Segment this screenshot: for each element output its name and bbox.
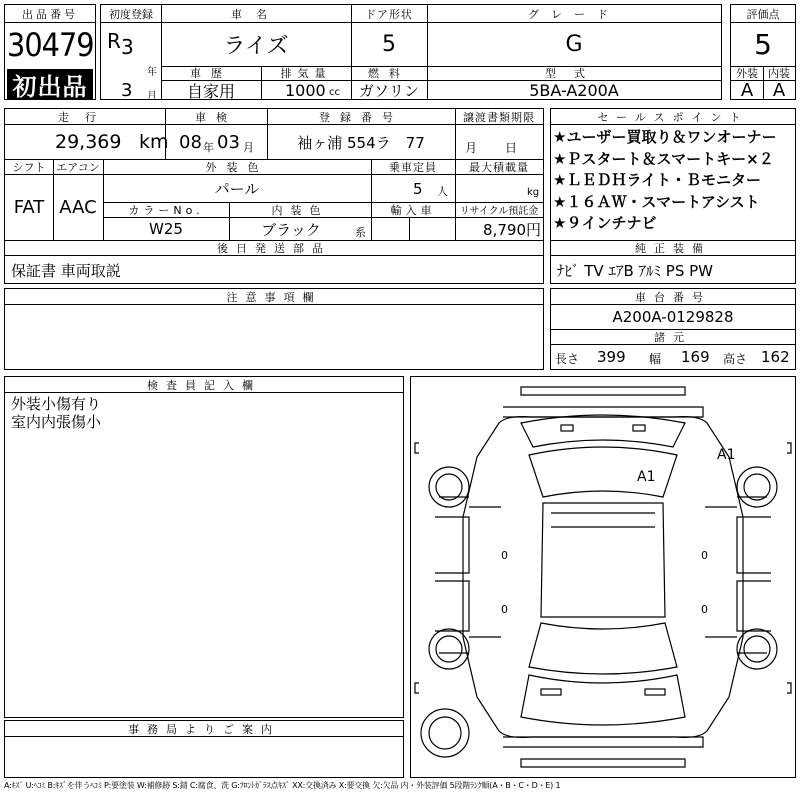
capacity-unit: 人 <box>437 184 448 198</box>
int-color-label: 内装色 <box>271 203 329 217</box>
displacement-unit: cc <box>329 86 340 98</box>
chassis-box <box>550 288 796 370</box>
width-value: 169 <box>681 348 710 366</box>
grade-value: G <box>565 32 583 57</box>
mileage-label: 走行 <box>58 110 112 124</box>
color-no-value: W25 <box>149 220 183 238</box>
inspector-label: 検査員記入欄 <box>147 378 261 392</box>
right-front-door <box>737 517 771 573</box>
sales-points-box <box>550 108 796 284</box>
transfer-month-unit: 月 <box>465 140 478 155</box>
int-color-unit: 系 <box>355 225 366 239</box>
left-front-door <box>435 517 469 573</box>
model-value: 5BA-A200A <box>529 80 619 100</box>
spare-wheel <box>421 709 469 757</box>
rear-bumper-line <box>503 737 703 747</box>
int-color-value: ブラック <box>261 220 321 239</box>
car-diagram <box>411 377 795 777</box>
history-label: 車歴 <box>190 67 232 80</box>
sales-points-label: セールスポイント <box>597 110 749 124</box>
inspector-note: 外装小傷有り <box>11 395 102 413</box>
ext-grade-value: A <box>740 79 754 101</box>
left-rear-door <box>435 581 469 631</box>
ac-label: エアコン <box>56 160 100 174</box>
chassis-value: A200A-0129828 <box>612 308 734 326</box>
inspection-year-unit: 年 <box>203 141 214 154</box>
capacity-label: 乗車定員 <box>389 160 437 174</box>
width-label: 幅 <box>649 351 662 366</box>
panel-zero-left-rear: 0 <box>501 603 508 616</box>
era-letter: R <box>107 29 121 53</box>
sales-point: ★９インチナビ <box>553 214 657 232</box>
month-unit: 月 <box>147 91 157 102</box>
sales-point: ★１６ＡＷ・スマートアシスト <box>553 192 760 211</box>
equipment-value: ﾅﾋﾞ TV ｴｱB ｱﾙﾐ PS PW <box>557 261 713 280</box>
load-unit: kg <box>527 187 540 198</box>
notes-label: 注意事項欄 <box>226 290 322 304</box>
ext-color-label: 外装色 <box>205 160 269 174</box>
sales-points-list <box>553 127 795 235</box>
equipment-label: 純正装備 <box>635 241 711 255</box>
model-label: 型式 <box>545 67 603 80</box>
first-reg-label: 初度登録 <box>109 7 153 21</box>
header-grid <box>100 4 722 100</box>
shift-label: シフト <box>12 160 46 174</box>
body-outline <box>463 417 743 738</box>
length-value: 399 <box>597 348 626 366</box>
later-parts-label: 後日発送部品 <box>217 241 331 255</box>
damage-mark-right-fender: A1 <box>717 447 736 463</box>
wheel-front-left <box>429 467 469 507</box>
height-label: 高さ <box>723 351 748 366</box>
wheel-rear-right <box>737 629 777 669</box>
damage-mark-hood: A1 <box>637 469 656 485</box>
lot-number-label: 出品番号 <box>22 7 78 21</box>
color-no-label: カラーNo. <box>128 203 204 217</box>
panel-zero-right-rear: 0 <box>701 603 708 616</box>
specs-label: 諸元 <box>654 330 692 344</box>
legend-footer: A:ｷｽﾞ U:ﾍｺﾐ B:ｷｽﾞを伴うﾍｺﾐ P:要塗装 W:補修跡 S:錆 C:腐食、洗 G:ﾌﾛﾝﾄｶﾞﾗｽ点ｷｽﾞ XX:交換済み X:要交換 欠:欠品 内・外装評価 5段階ﾗﾝｸ順(A・B・C・D・E) 1 <box>4 781 561 790</box>
score-label: 評価点 <box>746 7 780 21</box>
length-label: 長さ <box>555 351 580 366</box>
mileage-value: 29,369 <box>55 131 122 153</box>
shift-value: FAT <box>13 197 45 218</box>
transfer-label: 譲渡書類期限 <box>463 110 535 124</box>
recycle-value: 8,790円 <box>483 220 541 239</box>
score-value: 5 <box>754 28 772 61</box>
inspector-notes <box>11 395 101 431</box>
details-grid <box>4 108 544 284</box>
lot-number: 30479 <box>7 26 94 64</box>
year-unit: 年 <box>147 67 157 78</box>
car-name: ライズ <box>223 34 289 59</box>
import-label: 輸入車 <box>390 203 436 217</box>
displacement-label: 排気量 <box>280 67 332 80</box>
ac-value: AAC <box>59 197 97 218</box>
car-diagram-box <box>410 376 796 778</box>
office-label: 事務局よりご案内 <box>128 722 280 736</box>
plate-label: 登録番号 <box>319 110 403 124</box>
history-value: 自家用 <box>186 81 235 101</box>
first-listing-badge: 初出品 <box>7 69 93 99</box>
transfer-day-unit: 日 <box>505 140 518 155</box>
rear-window <box>529 623 677 674</box>
month-value: 3 <box>121 80 133 101</box>
height-value: 162 <box>761 348 790 366</box>
fuel-label: 燃料 <box>368 67 410 80</box>
front-bumper <box>521 387 685 395</box>
sales-point: ★ＬＥＤＨライト・Ｂモニター <box>553 171 761 189</box>
sales-point: ★ユーザー買取り＆ワンオーナー <box>553 128 777 146</box>
inspector-box <box>4 376 404 718</box>
right-rear-door <box>737 581 771 631</box>
grade-label: グレード <box>528 7 620 21</box>
sales-point: ★Ｐスタート＆スマートキー×２ <box>553 149 774 168</box>
lot-number-box <box>4 4 96 100</box>
capacity-value: 5 <box>413 179 423 198</box>
int-grade-label: 内装 <box>768 67 790 80</box>
chassis-label: 車台番号 <box>635 290 711 304</box>
doors-label: ドア形状 <box>365 7 413 21</box>
inspector-note: 室内内張傷小 <box>11 413 102 431</box>
mileage-unit: km <box>139 131 169 153</box>
recycle-label: リサイクル預託金 <box>459 206 539 217</box>
panel-zero-left-front: 0 <box>501 549 508 562</box>
load-label: 最大積載量 <box>469 160 529 174</box>
rear-bumper <box>521 759 685 767</box>
later-parts-value: 保証書 車両取説 <box>11 261 121 280</box>
panel-zero-right-front: 0 <box>701 549 708 562</box>
trunk <box>521 675 685 725</box>
inspection-month-unit: 月 <box>243 141 254 154</box>
int-grade-value: A <box>772 79 786 101</box>
score-box <box>730 4 796 100</box>
year-value: 3 <box>121 35 134 59</box>
ext-grade-label: 外装 <box>736 67 758 80</box>
wheel-front-right <box>737 467 777 507</box>
doors-value: 5 <box>382 32 396 57</box>
hood <box>521 415 685 447</box>
plate-value: 袖ヶ浦 554ラ 77 <box>297 133 425 152</box>
office-box <box>4 720 404 778</box>
wheel-rear-left <box>429 629 469 669</box>
ext-color-value: パール <box>214 180 260 198</box>
displacement-value: 1000 <box>285 80 326 100</box>
inspection-year: 08 <box>179 131 202 153</box>
inspection-month: 03 <box>217 131 240 153</box>
inspection-label: 車検 <box>195 110 237 124</box>
fuel-value: ガソリン <box>358 81 419 100</box>
roof <box>541 503 665 617</box>
car-name-label: 車名 <box>231 7 281 21</box>
notes-box <box>4 288 544 370</box>
